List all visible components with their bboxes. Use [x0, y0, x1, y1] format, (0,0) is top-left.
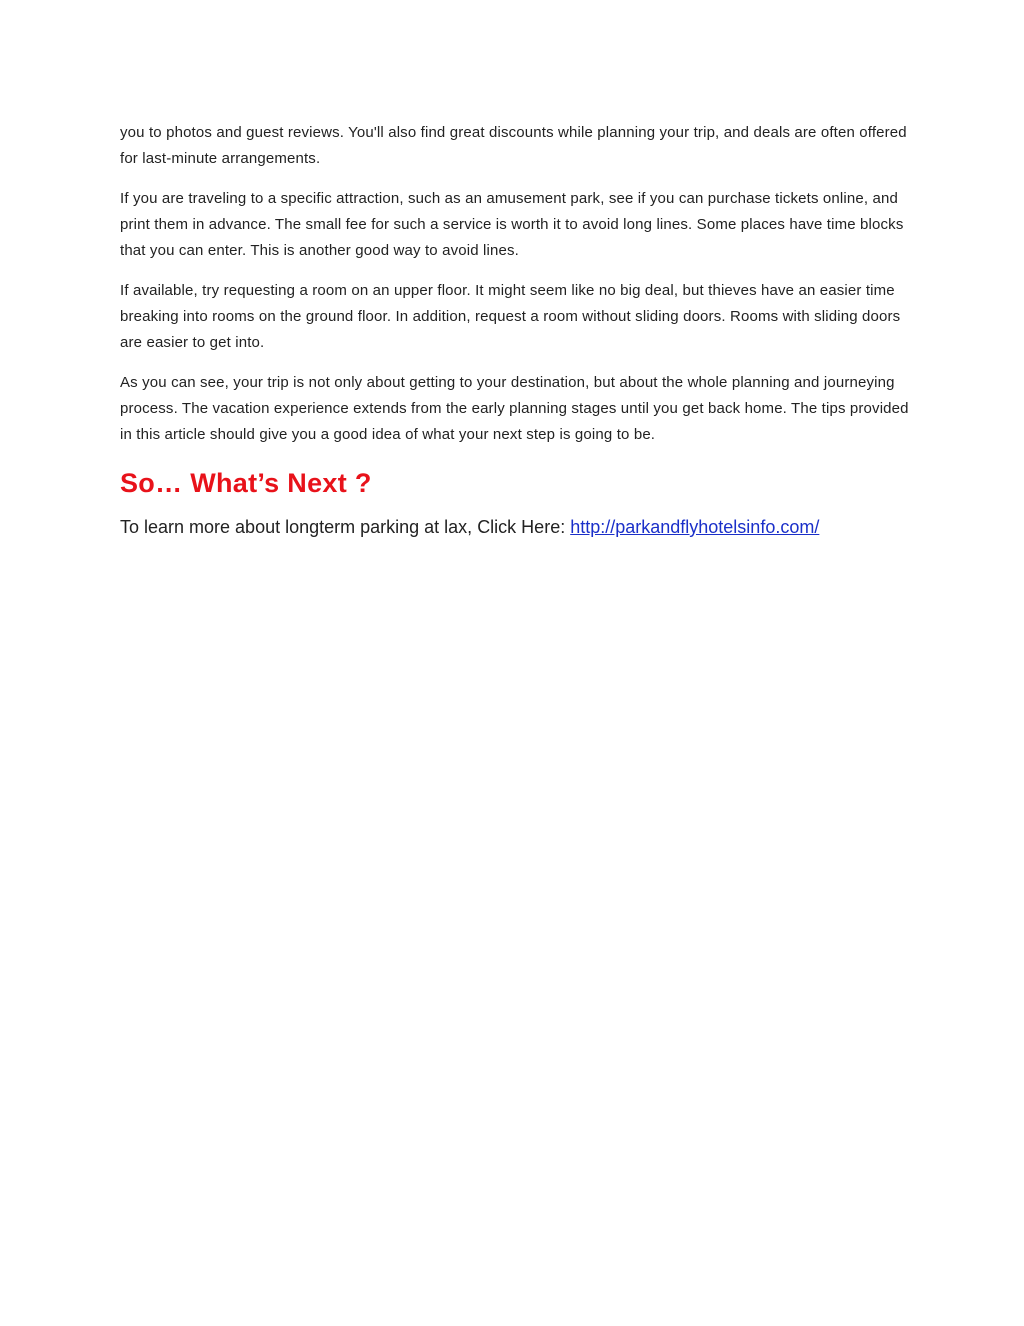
- website-link[interactable]: http://parkandflyhotelsinfo.com/: [570, 517, 820, 537]
- paragraph-conclusion: As you can see, your trip is not only about getting to your destination, but about the whole planning and journeying process. The vacation experience extends from the early planning stages until you get back home. The tips provided in this article should give you a good idea of what your next step is going to be.: [120, 374, 909, 443]
- call-to-action: [120, 514, 910, 540]
- call-to-action-text: To learn more about longterm parking at lax, Click Here:: [120, 517, 571, 537]
- paragraph-attraction-tickets: If you are traveling to a specific attraction, such as an amusement park, see if you can purchase tickets online, and print them in advance. The small fee for such a service is worth it to avoid long lines. Some places have time blocks that you can enter. This is another good way to avoid lines.: [120, 190, 904, 259]
- paragraph-photos-reviews: you to photos and guest reviews. You'll also find great discounts while planning your trip, and deals are often offered for last-minute arrangements.: [120, 124, 907, 167]
- whats-next-heading: So… What’s Next ?: [120, 468, 372, 498]
- document-content: [120, 120, 910, 540]
- paragraph-upper-floor: If available, try requesting a room on an upper floor. It might seem like no big deal, but thieves have an easier time breaking into rooms on the ground floor. In addition, request a room without sliding doors. Rooms with sliding doors are easier to get into.: [120, 282, 901, 351]
